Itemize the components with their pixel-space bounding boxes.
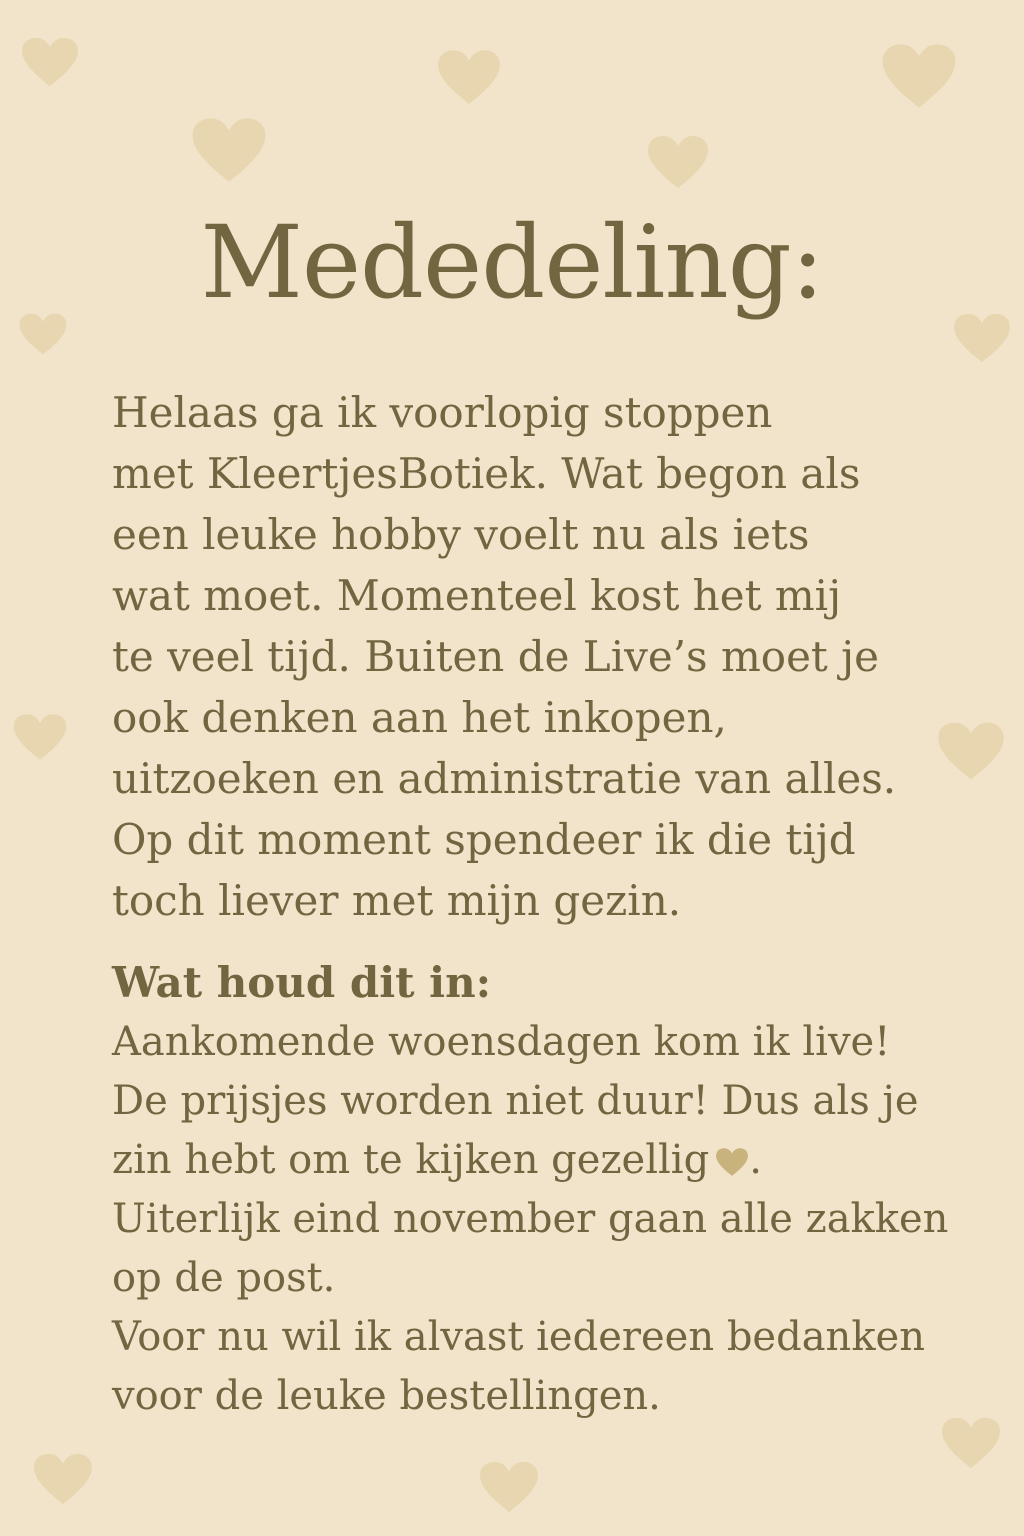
text-line: ook denken aan het inkopen, [112, 693, 727, 742]
heart-icon [32, 1452, 94, 1506]
heart-icon [18, 312, 68, 356]
text-line: De prijsjes worden niet duur! Dus als je [112, 1078, 919, 1124]
heart-icon [190, 116, 268, 184]
heart-icon [880, 42, 958, 110]
heart-icon [646, 134, 710, 190]
text-fragment: . [749, 1137, 762, 1183]
heart-icon [715, 1147, 749, 1177]
details-heading: Wat houd dit in: [112, 958, 492, 1007]
text-line: een leuke hobby voelt nu als iets [112, 510, 810, 559]
text-line: wat moet. Momenteel kost het mij [112, 571, 842, 620]
heart-icon [952, 312, 1012, 364]
text-line: op de post. [112, 1255, 336, 1301]
details-paragraph [112, 1013, 1002, 1426]
heart-icon [20, 36, 80, 88]
heart-icon [436, 48, 502, 106]
text-line: Uiterlijk eind november gaan alle zakken [112, 1196, 949, 1242]
heart-icon [478, 1460, 540, 1514]
text-line: Helaas ga ik voorlopig stoppen [112, 388, 773, 437]
text-line: Op dit moment spendeer ik die tijd [112, 815, 856, 864]
text-line: Aankomende woensdagen kom ik live! [112, 1019, 891, 1065]
text-line: te veel tijd. Buiten de Live’s moet je [112, 632, 880, 681]
announcement-paragraph [112, 382, 1002, 931]
text-line-with-heart [112, 1131, 1002, 1190]
page-title: Mededeling: [200, 204, 824, 321]
text-line: Voor nu wil ik alvast iedereen bedanken [112, 1314, 925, 1360]
text-line: met KleertjesBotiek. Wat begon als [112, 449, 861, 498]
text-fragment: zin hebt om te kijken gezellig [112, 1137, 710, 1183]
text-line: toch liever met mijn gezin. [112, 876, 682, 925]
heart-icon [12, 712, 68, 762]
text-line: voor de leuke bestellingen. [112, 1373, 661, 1419]
text-line: uitzoeken en administratie van alles. [112, 754, 897, 803]
announcement-body [112, 382, 1002, 1426]
